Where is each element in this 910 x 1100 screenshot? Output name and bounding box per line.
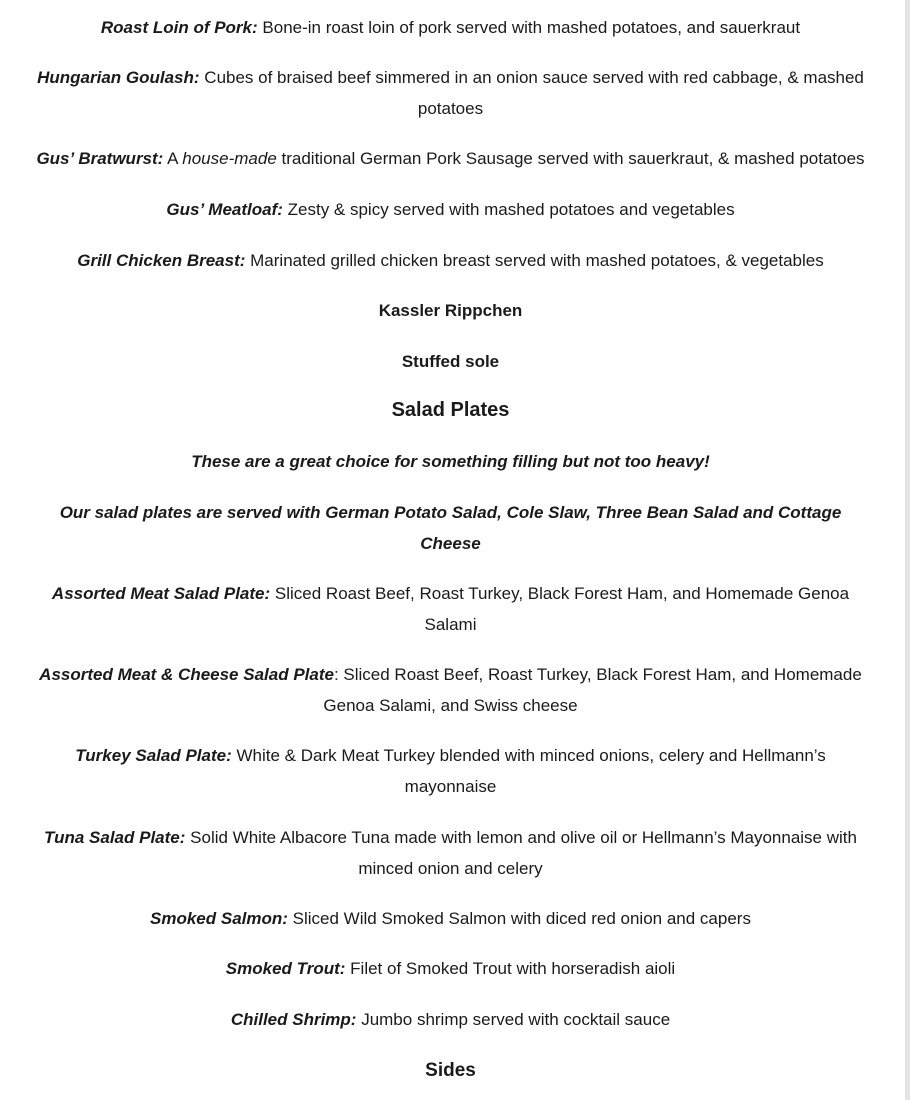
section-title-salad-plates: Salad Plates <box>391 399 510 421</box>
item-name: Turkey Salad Plate: <box>75 746 232 765</box>
item-name: Assorted Meat & Cheese Salad Plate <box>39 665 334 684</box>
item-description: White & Dark Meat Turkey blended with minced onions, celery and Hellmann’s mayonnaise <box>231 746 826 796</box>
menu-item-smoked-salmon <box>28 903 873 934</box>
item-name: Grill Chicken Breast: <box>77 251 246 270</box>
menu-item-chilled-shrimp <box>28 1004 873 1035</box>
item-name: Smoked Salmon: <box>150 909 288 928</box>
menu-item-gus-meatloaf <box>28 194 873 225</box>
item-description: Bone-in roast loin of pork served with mashed potatoes, and sauerkraut <box>257 18 801 37</box>
item-description-prefix: A <box>163 149 183 168</box>
item-description: Filet of Smoked Trout with horseradish aioli <box>345 959 676 978</box>
item-name: Roast Loin of Pork: <box>100 18 258 37</box>
item-name: Assorted Meat Salad Plate: <box>51 584 271 603</box>
item-name: Gus’ Meatloaf: <box>166 200 283 219</box>
item-name: Gus’ Bratwurst: <box>36 149 164 168</box>
item-name: Chilled Shrimp: <box>230 1010 357 1029</box>
item-description: Sliced Wild Smoked Salmon with diced red onion and capers <box>287 909 751 928</box>
item-description-emphasis: house-made <box>182 149 277 168</box>
menu-item-grill-chicken-breast <box>28 245 873 276</box>
menu-item-turkey-salad-plate <box>28 740 873 802</box>
item-description: Zesty & spicy served with mashed potatoes and vegetables <box>282 200 735 219</box>
item-name: Hungarian Goulash: <box>37 68 200 87</box>
menu-item-roast-loin-of-pork <box>28 12 873 43</box>
item-name: Smoked Trout: <box>225 959 346 978</box>
item-description: : Sliced Roast Beef, Roast Turkey, Black Forest Ham, and Homemade Genoa Salami, and Swiss cheese <box>323 665 862 715</box>
item-name: Tuna Salad Plate: <box>44 828 186 847</box>
menu-item-tuna-salad-plate <box>28 822 873 884</box>
salad-served-with-note: Our salad plates are served with German Potato Salad, Cole Slaw, Three Bean Salad and Cottage Cheese <box>59 503 842 553</box>
salad-tagline: These are a great choice for something filling but not too heavy! <box>191 452 710 471</box>
item-description: Solid White Albacore Tuna made with lemon and olive oil or Hellmann’s Mayonnaise with minced onion and celery <box>185 828 857 878</box>
item-description: Marinated grilled chicken breast served with mashed potatoes, & vegetables <box>245 251 824 270</box>
section-title-sides: Sides <box>425 1060 476 1081</box>
item-description: Jumbo shrimp served with cocktail sauce <box>356 1010 671 1029</box>
menu-item-assorted-meat-cheese-salad-plate <box>28 659 873 721</box>
special-stuffed-sole: Stuffed sole <box>401 352 500 371</box>
menu-item-smoked-trout <box>28 953 873 984</box>
item-description: Cubes of braised beef simmered in an onion sauce served with red cabbage, & mashed potatoes <box>199 68 864 118</box>
item-description: traditional German Pork Sausage served with sauerkraut, & mashed potatoes <box>276 149 865 168</box>
item-description: Sliced Roast Beef, Roast Turkey, Black Forest Ham, and Homemade Genoa Salami <box>270 584 850 634</box>
menu-item-hungarian-goulash <box>28 62 873 124</box>
vertical-scrollbar[interactable] <box>905 0 910 1100</box>
menu-item-assorted-meat-salad-plate <box>28 578 873 640</box>
menu-item-gus-bratwurst <box>28 143 873 174</box>
special-kassler-rippchen: Kassler Rippchen <box>378 301 523 320</box>
